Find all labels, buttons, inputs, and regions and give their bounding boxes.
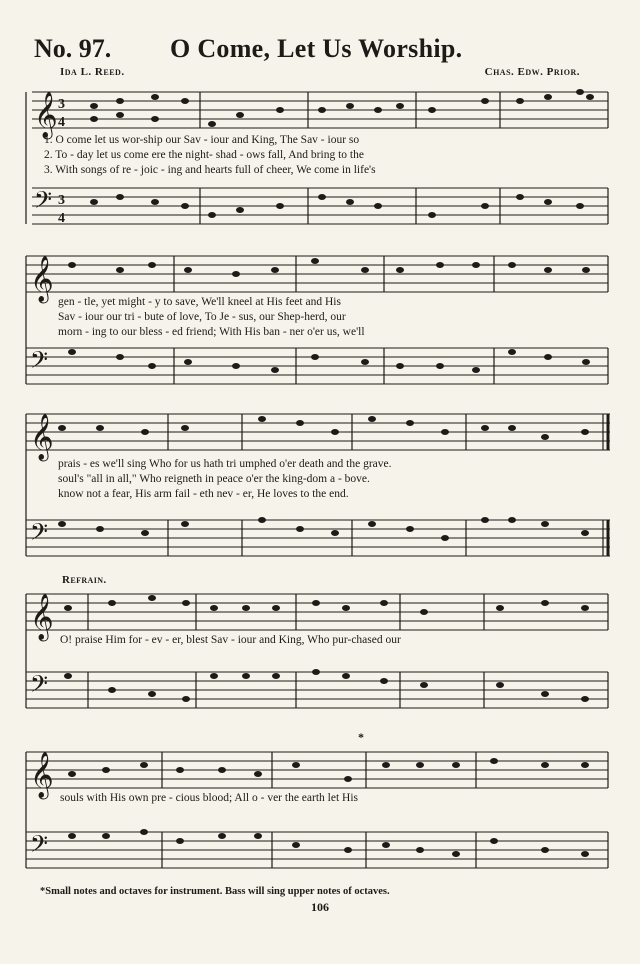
treble-clef-icon: 𝄞 (30, 752, 54, 798)
bass-staff (26, 348, 608, 384)
music-system-5 (0, 730, 640, 882)
notes (64, 595, 589, 702)
lyric-refrain-continued: souls with His own pre - cious blood; All o - ver the earth let His (60, 792, 359, 804)
music-system-2 (0, 248, 640, 398)
lyric-verse-1: prais - es we'll sing Who for us hath tri umphed o'er death and the grave. (58, 458, 392, 470)
lyric-verse-2: Sav - iour our tri - bute of love, To Je - sus, our Shep-herd, our (58, 311, 346, 323)
lyricist-credit: Ida L. Reed. (60, 66, 125, 78)
time-sig-top: 3 (58, 97, 65, 112)
bass-time-sig-bottom: 4 (58, 211, 65, 226)
treble-staff (26, 414, 610, 450)
bass-staff (32, 188, 608, 224)
treble-clef-icon: 𝄞 (30, 414, 54, 460)
bass-clef-icon: 𝄢 (30, 830, 49, 863)
lyric-verse-3: morn - ing to our bless - ed friend; With His ban - ner o'er us, we'll (58, 326, 365, 338)
score-system-1 (0, 82, 640, 242)
bass-staff (26, 832, 608, 868)
bass-clef-icon: 𝄢 (30, 518, 49, 551)
composer-credit: Chas. Edw. Prior. (484, 66, 580, 78)
footnote: *Small notes and octaves for instrument. Bass will sing upper notes of octaves. (40, 886, 390, 897)
treble-staff (26, 594, 608, 630)
treble-clef-icon: 𝄞 (34, 92, 58, 138)
treble-clef-icon: 𝄞 (30, 594, 54, 640)
treble-staff (26, 752, 608, 788)
lyric-refrain: O! praise Him for - ev - er, blest Sav - iour and King, Who pur-chased our (60, 634, 401, 646)
hymn-number: No. 97. (34, 34, 112, 63)
hymn-title: O Come, Let Us Worship. (170, 34, 463, 63)
page-number: 106 (311, 900, 329, 914)
bass-time-sig-top: 3 (58, 193, 65, 208)
score-system-4 (0, 572, 640, 720)
score-system-5 (0, 734, 640, 882)
lyric-verse-1: gen - tle, yet might - y to save, We'll kneel at His feet and His (58, 296, 341, 308)
bass-clef-icon: 𝄢 (34, 186, 53, 219)
music-system-4 (0, 572, 640, 720)
score-system-3 (0, 402, 640, 572)
music-system-3 (0, 402, 640, 572)
score-system-2 (0, 248, 640, 398)
lyric-verse-2: 2. To - day let us come ere the night- shad - ows fall, And bring to the (44, 149, 364, 161)
lyric-verse-1: 1. O come let us wor-ship our Sav - iour and King, The Sav - iour so (44, 134, 360, 146)
notes (68, 758, 589, 857)
lyric-verse-3: 3. With songs of re - joic - ing and hearts full of cheer, We come in life's (44, 164, 376, 176)
time-sig-bottom: 4 (58, 115, 65, 130)
hymn-header (0, 0, 640, 90)
barlines (88, 594, 608, 708)
footnote-marker: * (358, 730, 364, 744)
lyric-verse-2: soul's "all in all," Who reigneth in peace o'er the king-dom a - bove. (58, 473, 370, 485)
lyric-verse-3: know not a fear, His arm fail - eth nev - er, He loves to the end. (58, 488, 349, 500)
music-system-1 (0, 82, 640, 242)
bass-staff (26, 520, 610, 556)
treble-clef-icon: 𝄞 (30, 256, 54, 302)
bass-clef-icon: 𝄢 (30, 670, 49, 703)
bass-clef-icon: 𝄢 (30, 346, 49, 379)
refrain-label: Refrain. (62, 574, 107, 586)
